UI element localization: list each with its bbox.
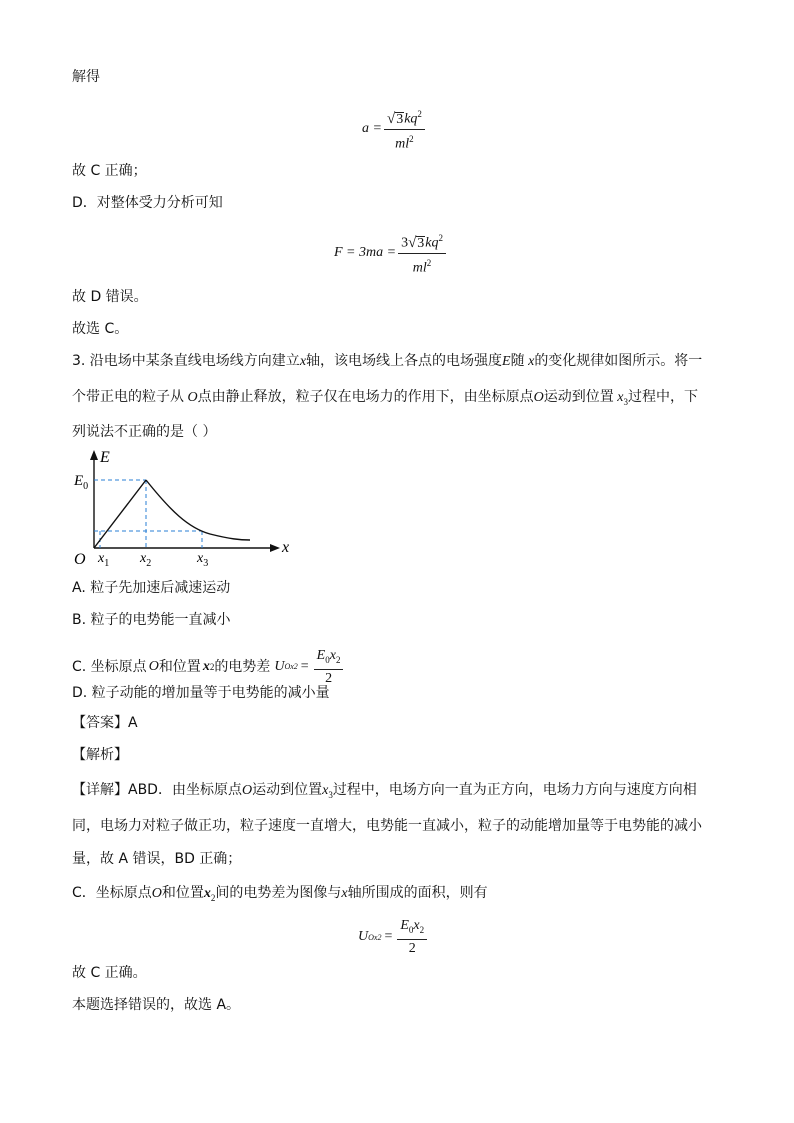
graph-label-e0: $E_0$ [74,473,89,492]
graph-label-origin: O [74,551,86,568]
option-a: A. 粒子先加速后减速运动 [72,580,231,596]
text-c-correct: 故 C 正确； [72,163,147,179]
formula-force-denominator: $ml^2$ [412,257,432,276]
question-3-line-2: 个带正电的粒子从 O点由静止释放，粒子仅在电场力的作用下，由坐标原点O运动到位置 $x_3$过程中，下 [72,389,698,407]
formula-acceleration [362,106,427,152]
option-d: D. 粒子动能的增加量等于电势能的减小量 [72,685,330,701]
graph-y-arrow [90,450,98,460]
graph-decay-curve [146,480,250,540]
question-3-line-1: 3. 沿电场中某条直线电场线方向建立x轴，该电场线上各点的电场强度E随 x的变化规律如图所示。将一 [72,353,703,369]
formula-force-fraction [398,230,446,276]
e-x-graph [70,448,300,573]
formula-force-numerator: 3 √ 3 $kq^2$ [398,230,446,254]
graph-label-x-axis: x [282,539,290,556]
formula-acceleration-denominator: $ml^2$ [395,133,414,152]
detail-line-2: 同，电场力对粒子做正功，粒子速度一直增大，电势能一直减小，粒子的动能增加量等于电势能的减小 [72,818,702,834]
detail-line-6: 本题选择错误的，故选 A。 [72,997,241,1013]
formula-force [334,230,448,276]
graph-label-e: E [100,449,110,466]
sqrt-sign: √ 3 [386,110,404,127]
answer-value: A [128,715,138,731]
sqrt-sign: √ 3 [408,234,425,251]
answer-line [72,714,138,732]
graph-label-x1: $x_1$ [98,551,110,569]
formula-acceleration-fraction [384,106,425,152]
graph-label-x2: $x_2$ [140,551,152,569]
text-d-wrong: 故 D 错误。 [72,289,148,305]
detail-line-1: 【详解】ABD．由坐标原点O运动到位置$x_3$过程中，电场方向一直为正方向，电场力方向与速度方向相 [72,782,697,800]
option-c: C. 坐标原点 O 和位置 x 2 的电势差 U Ox2 = $\frac{E_0x_2}{2}$ [72,648,345,687]
text-solve [72,68,100,86]
graph-label-x3: $x_3$ [197,551,209,569]
detail-line-4: C．坐标原点O和位置$x_2$间的电势差为图像与x轴所围成的面积，则有 [72,885,488,903]
formula-acceleration-numerator: √ 3 $kq^2$ [384,106,425,130]
analysis-tag: 【解析】 [72,747,128,763]
formula-force-lhs: F = 3ma = [334,245,397,261]
option-c-formula: U Ox2 = $\frac{E_0x_2}{2}$ [274,648,345,687]
text-d-analysis: D．对整体受力分析可知 [72,195,223,211]
graph-rising-line [94,480,146,548]
text-solve-label: 解得 [72,69,100,85]
detail-line-3: 量，故 A 错误，BD 正确； [72,851,242,867]
formula-potential-difference: U Ox2 = $\frac{E_0x_2}{2}$ [358,918,429,957]
formula-acceleration-lhs: a = [362,121,382,137]
question-3-line-3: 列说法不正确的是（ ） [72,424,217,440]
option-b: B. 粒子的电势能一直减小 [72,612,231,628]
text-choose-c: 故选 C。 [72,321,129,337]
detail-line-5: 故 C 正确。 [72,965,147,981]
graph-x-arrow [270,544,280,552]
answer-tag: 【答案】 [72,715,128,731]
